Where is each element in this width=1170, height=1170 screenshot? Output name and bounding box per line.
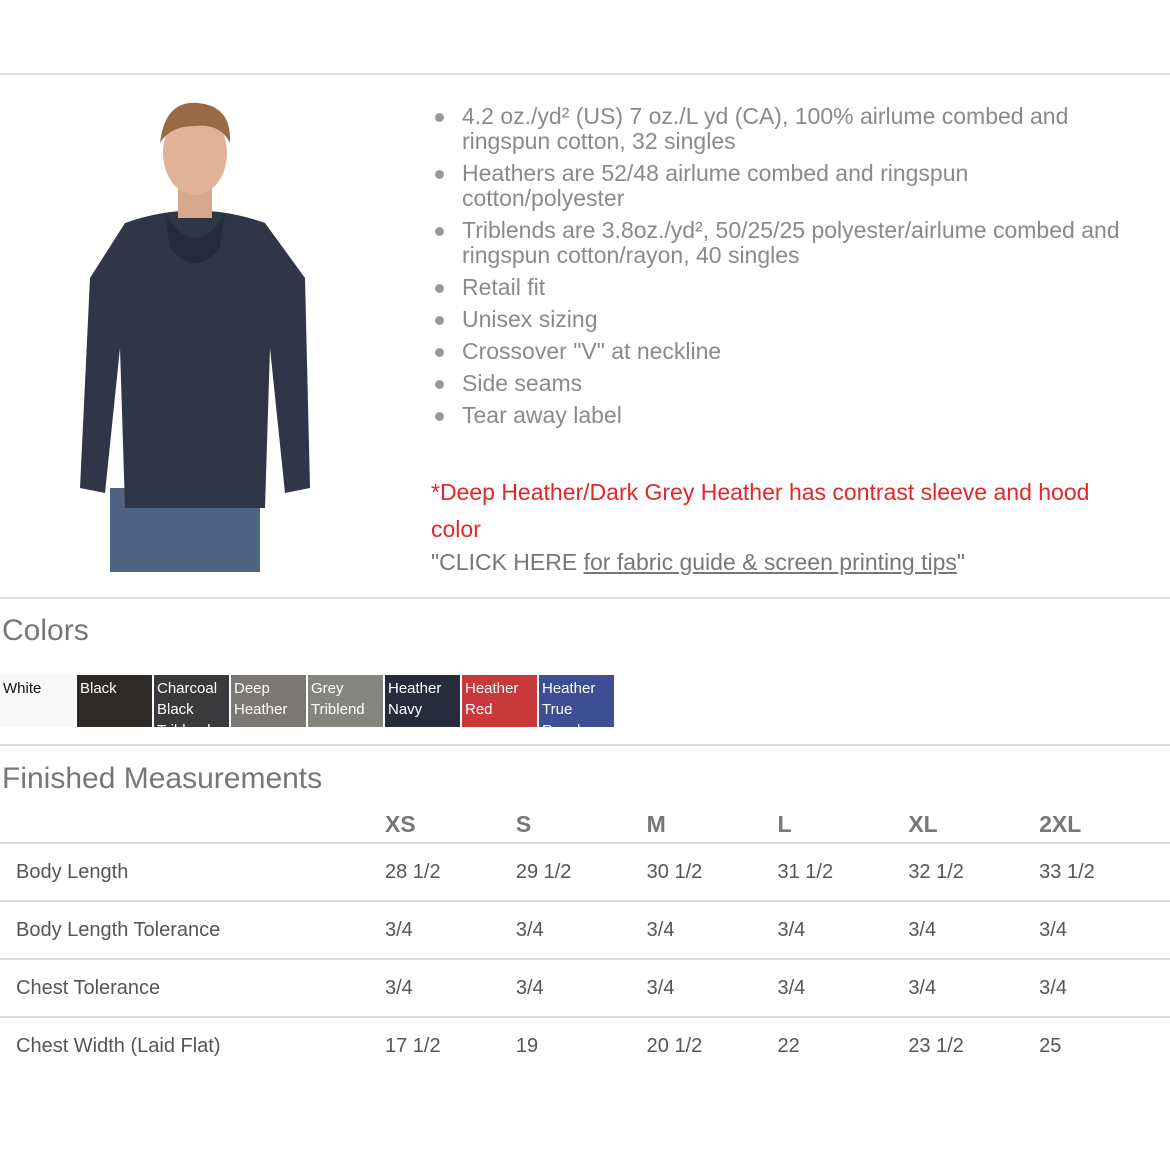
size-header: 2XL xyxy=(1039,806,1170,843)
row-label: Chest Width (Laid Flat) xyxy=(16,1034,221,1057)
table-row xyxy=(0,959,1170,1017)
measurement-cell: 25 xyxy=(1039,1034,1062,1057)
color-swatch[interactable]: Charcoal Black Triblend xyxy=(154,675,229,727)
measurement-cell: 28 1/2 xyxy=(385,843,516,901)
measurement-cell: 3/4 xyxy=(385,901,516,959)
measurement-cell: 3/4 xyxy=(516,959,647,1017)
row-label: Body Length xyxy=(0,843,385,901)
feature-item: Tear away label xyxy=(462,403,1122,428)
measurements-table xyxy=(0,806,1170,1074)
size-header: XL xyxy=(908,806,1039,843)
measurement-cell: 3/4 xyxy=(777,901,908,959)
color-swatch[interactable]: Deep Heather xyxy=(231,675,306,727)
measurement-cell: 3/4 xyxy=(1039,959,1170,1017)
feature-item: Heathers are 52/48 airlume combed and ringspun cotton/polyester xyxy=(462,161,1122,211)
color-swatch[interactable]: Heather True Royal xyxy=(539,675,614,727)
measurement-cell: 22 xyxy=(777,1034,800,1057)
measurement-cell: 17 1/2 xyxy=(385,1034,441,1057)
row-label: Body Length Tolerance xyxy=(0,901,385,959)
size-header: M xyxy=(647,806,778,843)
measurement-cell: 3/4 xyxy=(908,959,1039,1017)
measurement-cell: 30 1/2 xyxy=(647,843,778,901)
measurements-heading: Finished Measurements xyxy=(2,762,323,795)
table-row xyxy=(0,901,1170,959)
measurement-cell: 32 1/2 xyxy=(908,843,1039,901)
size-header: XS xyxy=(385,806,516,843)
feature-item: Crossover "V" at neckline xyxy=(462,339,1122,364)
feature-item: Retail fit xyxy=(462,275,1122,300)
divider xyxy=(0,744,1170,746)
feature-item: Unisex sizing xyxy=(462,307,1122,332)
measurement-cell: 3/4 xyxy=(1039,901,1170,959)
fabric-guide-link-line: "CLICK HERE for fabric guide & screen printing tips" xyxy=(431,549,966,575)
feature-list xyxy=(432,104,1122,435)
table-row xyxy=(0,843,1170,901)
measurement-cell: 3/4 xyxy=(647,901,778,959)
row-label: Chest Tolerance xyxy=(0,959,385,1017)
measurement-cell: 29 1/2 xyxy=(516,843,647,901)
measurement-cell: 19 xyxy=(515,1034,539,1057)
size-header: S xyxy=(516,806,647,843)
colors-heading: Colors xyxy=(2,614,89,647)
measurement-cell: 33 1/2 xyxy=(1039,843,1170,901)
size-header: L xyxy=(777,806,908,843)
table-row xyxy=(0,1017,1170,1074)
measurement-cell: 3/4 xyxy=(777,959,908,1017)
measurement-cell: 23 1/2 xyxy=(908,1034,964,1057)
measurement-cell: 20 1/2 xyxy=(646,1034,703,1057)
color-swatch[interactable]: Heather Navy xyxy=(385,675,460,727)
contrast-note: *Deep Heather/Dark Grey Heather has contrast sleeve and hood color xyxy=(431,479,1090,542)
measurement-cell: 3/4 xyxy=(385,959,516,1017)
color-swatch[interactable]: Black xyxy=(77,675,152,727)
color-swatch[interactable]: White xyxy=(0,675,75,727)
feature-item: Side seams xyxy=(462,371,1122,396)
measurement-cell: 3/4 xyxy=(516,901,647,959)
measurement-cell: 31 1/2 xyxy=(777,843,908,901)
color-swatch[interactable]: Grey Triblend xyxy=(308,675,383,727)
measurement-cell: 3/4 xyxy=(647,959,778,1017)
feature-item: Triblends are 3.8oz./yd², 50/25/25 polyester/airlume combed and ringspun cotton/rayon, 40 singles xyxy=(462,218,1122,268)
color-swatches xyxy=(0,675,616,739)
feature-item: 4.2 oz./yd² (US) 7 oz./L yd (CA), 100% airlume combed and ringspun cotton, 32 singles xyxy=(462,104,1122,154)
product-image xyxy=(70,88,320,572)
divider xyxy=(0,597,1170,599)
color-swatch[interactable]: Heather Red xyxy=(462,675,537,727)
measurement-cell: 3/4 xyxy=(908,901,1039,959)
fabric-guide-link[interactable]: for fabric guide & screen printing tips xyxy=(583,549,957,575)
divider xyxy=(0,73,1170,75)
